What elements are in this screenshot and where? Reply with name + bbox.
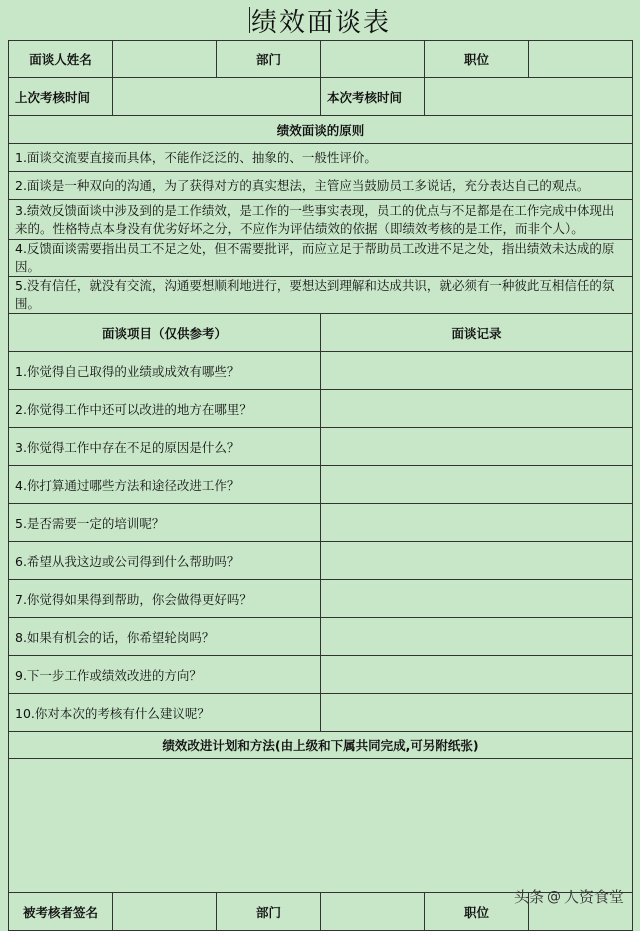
interviewer-name-label: 面谈人姓名 xyxy=(9,41,113,78)
record-field[interactable] xyxy=(321,390,633,428)
principles-heading: 绩效面谈的原则 xyxy=(9,116,633,144)
record-field[interactable] xyxy=(321,352,633,390)
this-review-time-field[interactable] xyxy=(425,78,633,116)
footer-department-label: 部门 xyxy=(217,893,321,931)
question-text: 8.如果有机会的话，你希望轮岗吗？ xyxy=(9,618,321,656)
question-row xyxy=(9,352,633,390)
watermark-source: 头条 xyxy=(513,888,544,906)
record-field[interactable] xyxy=(321,504,633,542)
question-row xyxy=(9,656,633,694)
signature-label: 被考核者签名 xyxy=(9,893,113,931)
form-title xyxy=(0,0,640,40)
position-label: 职位 xyxy=(425,41,529,78)
record-field[interactable] xyxy=(321,542,633,580)
last-review-time-field[interactable] xyxy=(113,78,321,116)
principle-row xyxy=(9,200,633,240)
form-title-text: 绩效面谈表 xyxy=(250,7,391,38)
question-row xyxy=(9,618,633,656)
record-field[interactable] xyxy=(321,694,633,732)
question-row xyxy=(9,504,633,542)
principle-item: 2.面谈是一种双向的沟通，为了获得对方的真实想法，主管应当鼓励员工多说话，充分表达自己的观点。 xyxy=(9,172,633,200)
header-row-1 xyxy=(9,41,633,78)
footer-department-field[interactable] xyxy=(321,893,425,931)
question-text: 5.是否需要一定的培训呢？ xyxy=(9,504,321,542)
principle-row xyxy=(9,240,633,277)
interviewer-name-field[interactable] xyxy=(113,41,217,78)
question-row xyxy=(9,542,633,580)
principle-item: 1.面谈交流要直接而具体，不能作泛泛的、抽象的、一般性评价。 xyxy=(9,144,633,172)
question-text: 1.你觉得自己取得的业绩或成效有哪些？ xyxy=(9,352,321,390)
question-text: 3.你觉得工作中存在不足的原因是什么？ xyxy=(9,428,321,466)
principle-row xyxy=(9,144,633,172)
last-review-time-label: 上次考核时间 xyxy=(9,78,113,116)
question-row xyxy=(9,694,633,732)
position-field[interactable] xyxy=(529,41,633,78)
record-field[interactable] xyxy=(321,618,633,656)
this-review-time-label: 本次考核时间 xyxy=(321,78,425,116)
question-text: 9.下一步工作或绩效改进的方向？ xyxy=(9,656,321,694)
question-row xyxy=(9,466,633,504)
record-field[interactable] xyxy=(321,656,633,694)
question-row xyxy=(9,580,633,618)
appraisal-form-table xyxy=(8,40,633,931)
header-row-2 xyxy=(9,78,633,116)
principle-row xyxy=(9,277,633,314)
improvement-body-row xyxy=(9,759,633,893)
question-text: 10.你对本次的考核有什么建议呢？ xyxy=(9,694,321,732)
interview-records-heading: 面谈记录 xyxy=(321,314,633,352)
text-cursor xyxy=(249,7,250,33)
record-field[interactable] xyxy=(321,580,633,618)
question-text: 2.你觉得工作中还可以改进的地方在哪里？ xyxy=(9,390,321,428)
principle-item: 3.绩效反馈面谈中涉及到的是工作绩效，是工作的一些事实表现，员工的优点与不足都是在工作完成中体现出来的。性格特点本身没有优劣好坏之分，不应作为评估绩效的依据（即绩效考核的是工作，而非个人）。 xyxy=(9,200,633,240)
department-label: 部门 xyxy=(217,41,321,78)
question-text: 4.你打算通过哪些方法和途径改进工作？ xyxy=(9,466,321,504)
department-field[interactable] xyxy=(321,41,425,78)
principle-row xyxy=(9,172,633,200)
footer-position-label: 职位 xyxy=(425,893,529,931)
interview-heading-row xyxy=(9,314,633,352)
improvement-heading-row xyxy=(9,732,633,759)
question-row xyxy=(9,428,633,466)
question-row xyxy=(9,390,633,428)
improvement-heading: 绩效改进计划和方法(由上级和下属共同完成,可另附纸张) xyxy=(9,732,633,759)
interview-items-heading: 面谈项目（仅供参考） xyxy=(9,314,321,352)
question-text: 7.你觉得如果得到帮助，你会做得更好吗？ xyxy=(9,580,321,618)
signature-field[interactable] xyxy=(113,893,217,931)
record-field[interactable] xyxy=(321,428,633,466)
principle-item: 4.反馈面谈需要指出员工不足之处，但不需要批评，而应立足于帮助员工改进不足之处，指出绩效未达成的原因。 xyxy=(9,240,633,277)
source-watermark xyxy=(514,886,624,907)
at-icon: @ xyxy=(546,888,561,905)
record-field[interactable] xyxy=(321,466,633,504)
improvement-plan-field[interactable] xyxy=(9,759,633,893)
watermark-account: 人资食堂 xyxy=(563,888,624,906)
question-text: 6.希望从我这边或公司得到什么帮助吗？ xyxy=(9,542,321,580)
principle-item: 5.没有信任，就没有交流，沟通要想顺利地进行，要想达到理解和达成共识，就必须有一种彼此互相信任的氛围。 xyxy=(9,277,633,314)
principles-heading-row xyxy=(9,116,633,144)
